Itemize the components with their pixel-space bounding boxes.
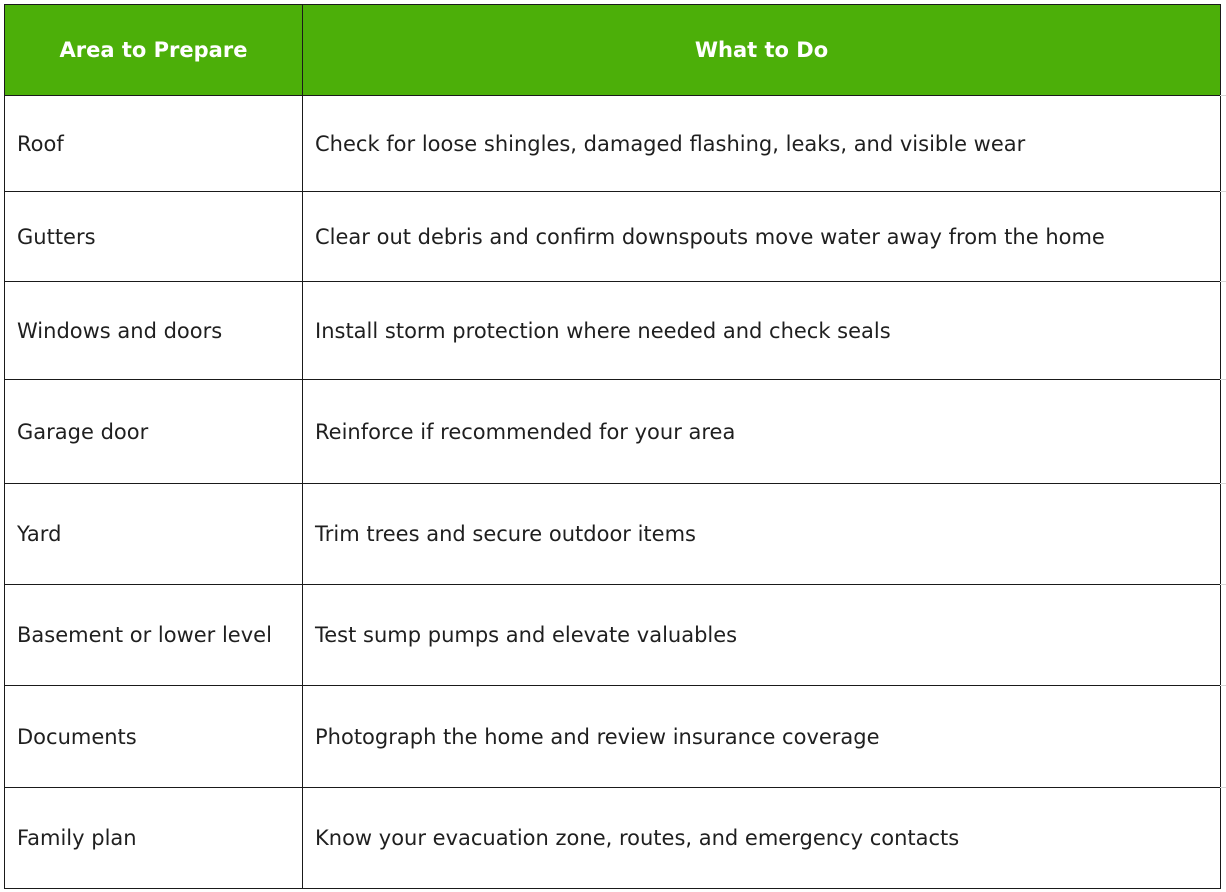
header-what-to-do: What to Do — [303, 5, 1221, 96]
action-cell: Install storm protection where needed and check seals — [303, 282, 1221, 380]
table-row — [5, 484, 1221, 585]
area-cell: Gutters — [5, 192, 303, 282]
table-row — [5, 686, 1221, 788]
edge-divider — [1220, 95, 1226, 96]
header-row — [5, 5, 1221, 96]
table-row — [5, 96, 1221, 192]
area-cell: Garage door — [5, 380, 303, 484]
action-cell: Trim trees and secure outdoor items — [303, 484, 1221, 585]
edge-divider — [1220, 281, 1226, 282]
edge-divider — [1220, 191, 1226, 192]
area-cell: Family plan — [5, 788, 303, 889]
area-cell: Roof — [5, 96, 303, 192]
action-cell: Check for loose shingles, damaged flashing, leaks, and visible wear — [303, 96, 1221, 192]
table-row — [5, 192, 1221, 282]
action-cell: Clear out debris and confirm downspouts move water away from the home — [303, 192, 1221, 282]
preparation-table — [4, 4, 1221, 889]
action-cell: Know your evacuation zone, routes, and emergency contacts — [303, 788, 1221, 889]
table-header — [5, 5, 1221, 96]
action-cell: Photograph the home and review insurance coverage — [303, 686, 1221, 788]
table-row — [5, 585, 1221, 686]
table-row — [5, 788, 1221, 889]
area-cell: Windows and doors — [5, 282, 303, 380]
action-cell: Reinforce if recommended for your area — [303, 380, 1221, 484]
area-cell: Basement or lower level — [5, 585, 303, 686]
edge-divider — [1220, 379, 1226, 380]
edge-divider — [1220, 483, 1226, 484]
table-row — [5, 380, 1221, 484]
area-cell: Yard — [5, 484, 303, 585]
header-area-to-prepare: Area to Prepare — [5, 5, 303, 96]
table-body — [5, 96, 1221, 889]
table-row — [5, 282, 1221, 380]
edge-divider — [1220, 584, 1226, 585]
edge-divider — [1220, 685, 1226, 686]
action-cell: Test sump pumps and elevate valuables — [303, 585, 1221, 686]
edge-divider — [1220, 787, 1226, 788]
area-cell: Documents — [5, 686, 303, 788]
